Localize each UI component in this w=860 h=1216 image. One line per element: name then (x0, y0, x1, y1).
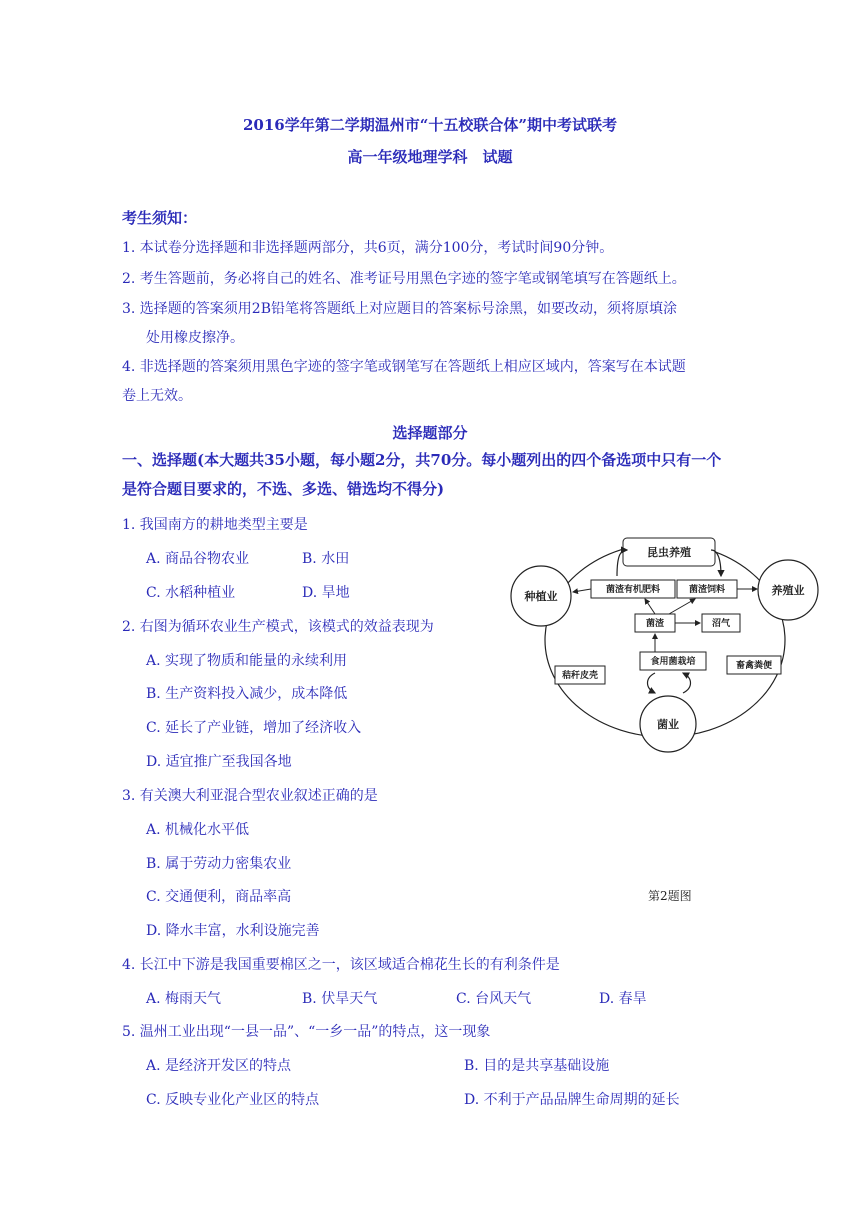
exam-subtitle: 高一年级地理学科 试题 (347, 148, 513, 166)
question-option: D. 不利于产品品牌生命周期的延长 (464, 1092, 680, 1108)
question-stem: 2. 右图为循环农业生产模式，该模式的效益表现为 (122, 619, 434, 635)
section-instruction: 是符合题目要求的，不选、多选、错选均不得分) (122, 480, 445, 498)
question-option: B. 生产资料投入减少，成本降低 (146, 686, 348, 702)
question-option: A. 机械化水平低 (146, 822, 250, 838)
question-option: D. 适宜推广至我国各地 (146, 754, 292, 770)
manure-label: 畜禽粪便 (735, 661, 773, 671)
organic-fertilizer-label: 菌渣有机肥料 (605, 585, 661, 595)
notice-item: 处用橡皮擦净。 (146, 330, 244, 346)
notice-item: 卷上无效。 (122, 388, 192, 404)
section-instruction: 一、选择题(本大题共35小题，每小题2分，共70分。每小题列出的四个备选项中只有一个 (122, 451, 722, 469)
notice-item: 2. 考生答题前，务必将自己的姓名、准考证号用黑色字迹的签字笔或钢笔填写在答题纸上。 (122, 271, 686, 287)
figure-caption: 第2题图 (648, 889, 692, 903)
question-option: A. 实现了物质和能量的永续利用 (146, 653, 348, 669)
breeding-label: 养殖业 (771, 584, 805, 597)
notice-item: 4. 非选择题的答案须用黑色字迹的签字笔或钢笔写在答题纸上相应区域内，答案写在本试题 (122, 359, 686, 375)
question-option: B. 目的是共享基础设施 (464, 1058, 610, 1074)
question-option: C. 交通便利，商品率高 (146, 889, 292, 905)
straw-label: 秸秆皮壳 (561, 671, 599, 681)
insect-label: 昆虫养殖 (647, 546, 691, 559)
fungus-label: 菌业 (657, 718, 679, 731)
question-option: C. 水稻种植业 (146, 585, 236, 601)
question-stem: 4. 长江中下游是我国重要棉区之一，该区域适合棉花生长的有利条件是 (122, 957, 560, 973)
question-option: D. 春旱 (599, 991, 647, 1007)
question-option: D. 旱地 (302, 585, 350, 601)
question-stem: 1. 我国南方的耕地类型主要是 (122, 517, 308, 533)
question-option: A. 商品谷物农业 (146, 551, 250, 567)
biogas-label: 沼气 (711, 619, 731, 629)
notice-heading: 考生须知： (122, 209, 198, 227)
planting-label: 种植业 (524, 590, 558, 603)
residue-label: 菌渣 (645, 619, 665, 629)
question-option: B. 属于劳动力密集农业 (146, 856, 292, 872)
circular-agriculture-diagram (505, 528, 825, 773)
question-stem: 3. 有关澳大利亚混合型农业叙述正确的是 (122, 788, 378, 804)
exam-title: 2016学年第二学期温州市“十五校联合体”期中考试联考 (242, 116, 617, 134)
question-option: A. 是经济开发区的特点 (146, 1058, 292, 1074)
notice-item: 1. 本试卷分选择题和非选择题两部分，共6页，满分100分，考试时间90分钟。 (122, 240, 614, 256)
notice-item: 3. 选择题的答案须用2B铅笔将答题纸上对应题目的答案标号涂黑，如要改动，须将原填涂 (122, 301, 678, 317)
question-option: C. 台风天气 (456, 991, 532, 1007)
question-option: C. 反映专业化产业区的特点 (146, 1092, 320, 1108)
question-option: B. 水田 (302, 551, 350, 567)
question-option: A. 梅雨天气 (146, 991, 222, 1007)
edible-fungus-label: 食用菌栽培 (650, 657, 696, 667)
question-option: C. 延长了产业链，增加了经济收入 (146, 720, 362, 736)
section-title: 选择题部分 (392, 424, 468, 442)
question-option: B. 伏旱天气 (302, 991, 378, 1007)
feed-label: 菌渣饲料 (688, 585, 726, 595)
question-stem: 5. 温州工业出现“一县一品”、“一乡一品”的特点，这一现象 (122, 1024, 491, 1040)
question-option: D. 降水丰富，水利设施完善 (146, 923, 320, 939)
